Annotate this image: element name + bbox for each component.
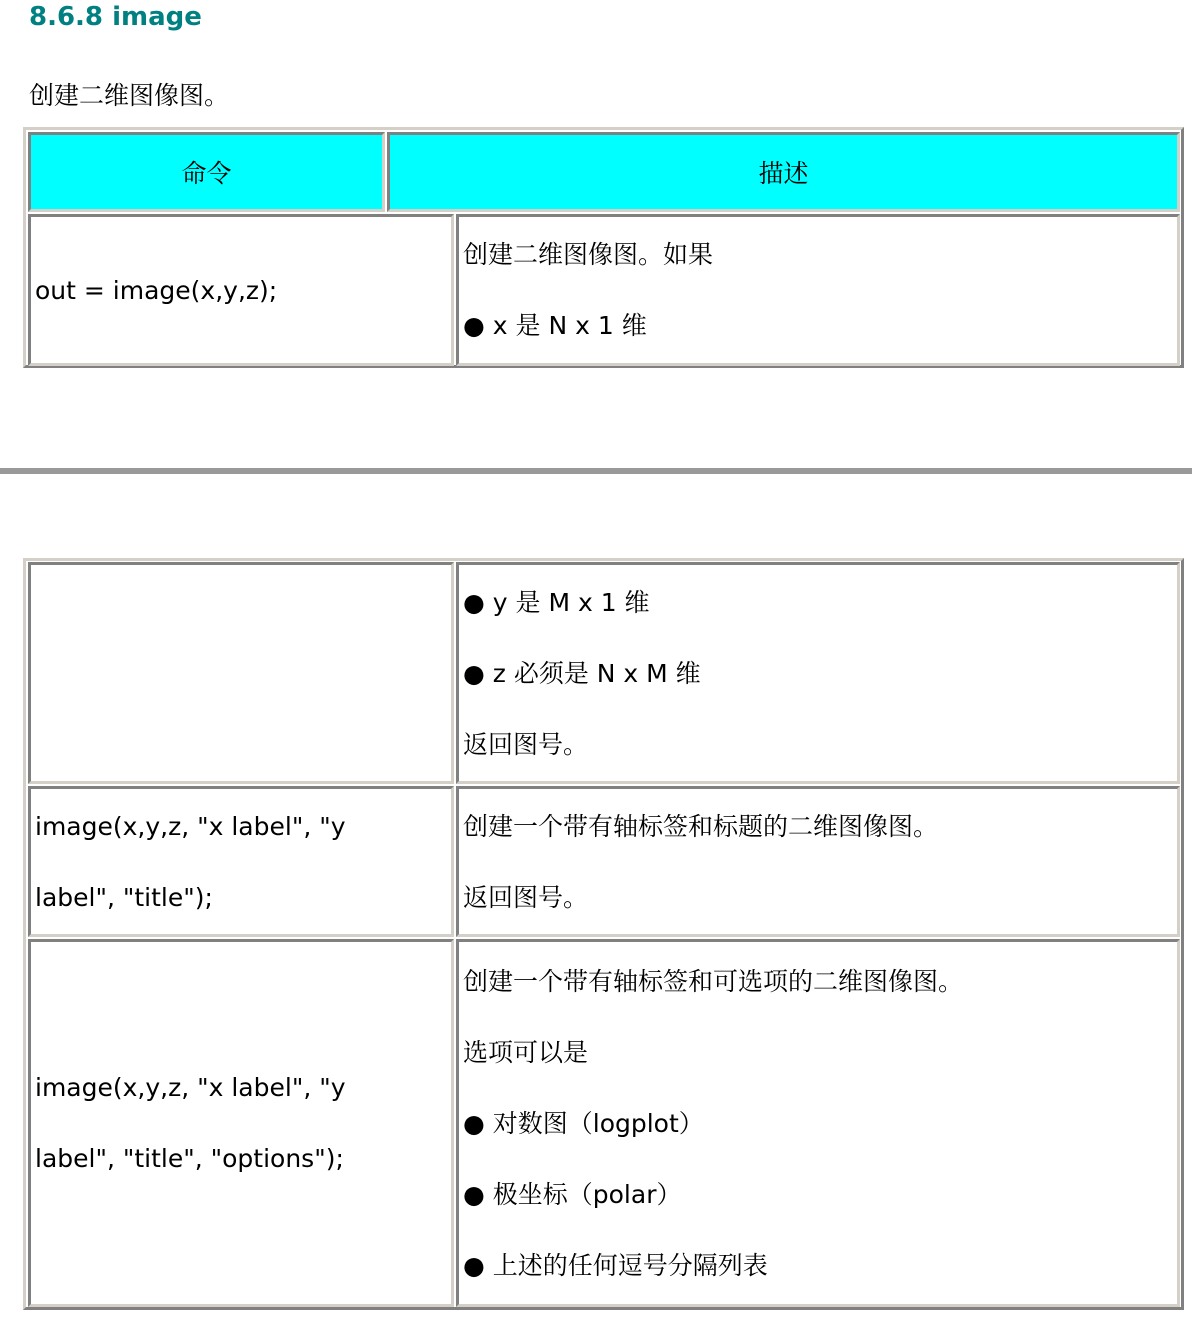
desc-line: ● 上述的任何逗号分隔列表 <box>463 1250 768 1280</box>
desc-line: ● 对数图（logplot） <box>463 1108 704 1138</box>
command-cell <box>28 562 454 784</box>
command-text: label", "title", "options"); <box>35 1144 344 1173</box>
command-cell <box>28 786 454 937</box>
description-cell <box>456 214 1180 366</box>
header-command <box>28 132 385 212</box>
description-cell <box>456 786 1180 937</box>
desc-line: 返回图号。 <box>463 882 589 912</box>
desc-line: 返回图号。 <box>463 729 589 759</box>
desc-line: 创建一个带有轴标签和标题的二维图像图。 <box>463 811 939 841</box>
desc-line: ● 极坐标（polar） <box>463 1179 682 1209</box>
command-cell <box>28 939 454 1307</box>
desc-line: 创建一个带有轴标签和可选项的二维图像图。 <box>463 966 964 996</box>
description-cell <box>456 562 1180 784</box>
command-cell <box>28 214 454 366</box>
command-text: label", "title"); <box>35 882 213 912</box>
desc-line: 创建二维图像图。如果 <box>463 240 714 269</box>
header-description <box>387 132 1180 212</box>
desc-line: ● y 是 M x 1 维 <box>463 587 650 617</box>
command-text: image(x,y,z, "x label", "y <box>35 811 346 841</box>
desc-line: ● x 是 N x 1 维 <box>463 311 647 340</box>
desc-line: ● z 必须是 N x M 维 <box>463 658 701 688</box>
desc-line: 选项可以是 <box>463 1037 589 1067</box>
command-text: out = image(x,y,z); <box>35 275 278 305</box>
header-description-label: 描述 <box>758 159 809 188</box>
command-text: image(x,y,z, "x label", "y <box>35 1073 346 1102</box>
header-command-label: 命令 <box>181 159 232 188</box>
description-cell <box>456 939 1180 1307</box>
section-heading: 8.6.8 image <box>29 2 202 32</box>
page-divider <box>0 468 1192 474</box>
intro-text: 创建二维图像图。 <box>29 81 230 110</box>
